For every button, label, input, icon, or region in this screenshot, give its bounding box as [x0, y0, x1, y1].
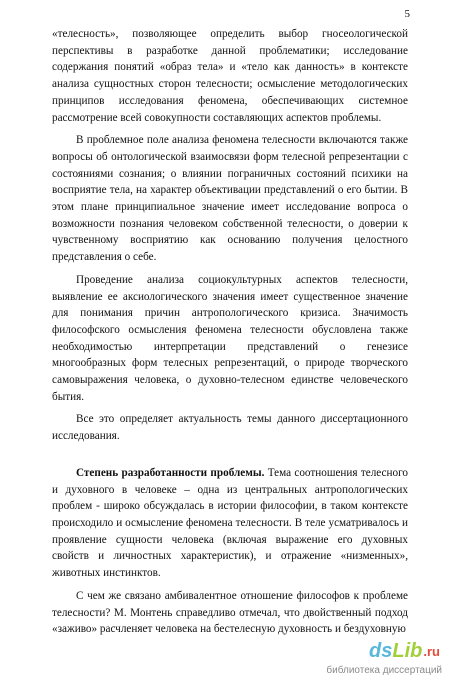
watermark-tagline: библиотека диссертаций — [326, 665, 442, 676]
dslib-watermark — [280, 640, 448, 686]
section-heading: Степень разработанности проблемы. — [76, 466, 265, 479]
paragraph: В проблемное поле анализа феномена телесности включаются также вопросы об онтологической взаимосвязи форм телесной репрезентации с состояниями сознания; о влиянии пограничных состояний психики на восприятие тела, на характер объективации представлений о его бытии. В этом плане принципиальное значение имеет исследование вопроса о возможности познания человеком собственной телесности, о доверии к чувственному восприятию как основанию получения целостного представления о себе. — [52, 134, 408, 264]
paragraph: Все это определяет актуальность темы данного диссертационного исследования. — [52, 413, 408, 443]
paragraph — [52, 465, 408, 582]
logo-lib: Lib — [392, 640, 423, 662]
paragraph-text: Тема соотношения телесного и духовного в человеке – одна из центральных антропологических проблем - широко обсуждалась в истории философии, в таком контексте происходило и осмысление феномена телесности. В теле усматривалось и проявление сущности человека (включая выражение его духовных свойств и личностных характеристик), и отражение «низменных», животных инстинктов. — [52, 466, 408, 580]
logo-ds: ds — [369, 640, 393, 662]
paragraph: Проведение анализа социокультурных аспектов телесности, выявление ее аксиологического значения имеет существенное значение для понимания причин антропологического кризиса. Значимость философского осмысления феномена телесности обусловлена также необходимостью интерпретации представлений о генезисе многообразных форм телесных репрезентаций, о природе творческого самовыражения человека, о духовно-телесном единстве человеческого бытия. — [52, 273, 408, 403]
document-body — [52, 26, 408, 638]
logo-ru: .ru — [423, 644, 440, 659]
dslib-logo — [369, 640, 440, 663]
page-number: 5 — [404, 8, 410, 20]
paragraph: С чем же связано амбивалентное отношение философов к проблеме телесности? М. Монтень справедливо отмечал, что двойственный подход «заживо» расчленяет человека на бестелесную духовность и бездуховную — [52, 589, 408, 636]
paragraph: «телесность», позволяющее определить выбор гносеологической перспективы в разработке данной проблематики; исследование содержания понятий «образ тела» и «тело как данность» в контексте анализа сущностных сторон телесности; осмысление методологических принципов исследования феномена, обеспечивающих системное рассмотрение всей совокупности составляющих аспектов проблемы. — [52, 28, 408, 124]
